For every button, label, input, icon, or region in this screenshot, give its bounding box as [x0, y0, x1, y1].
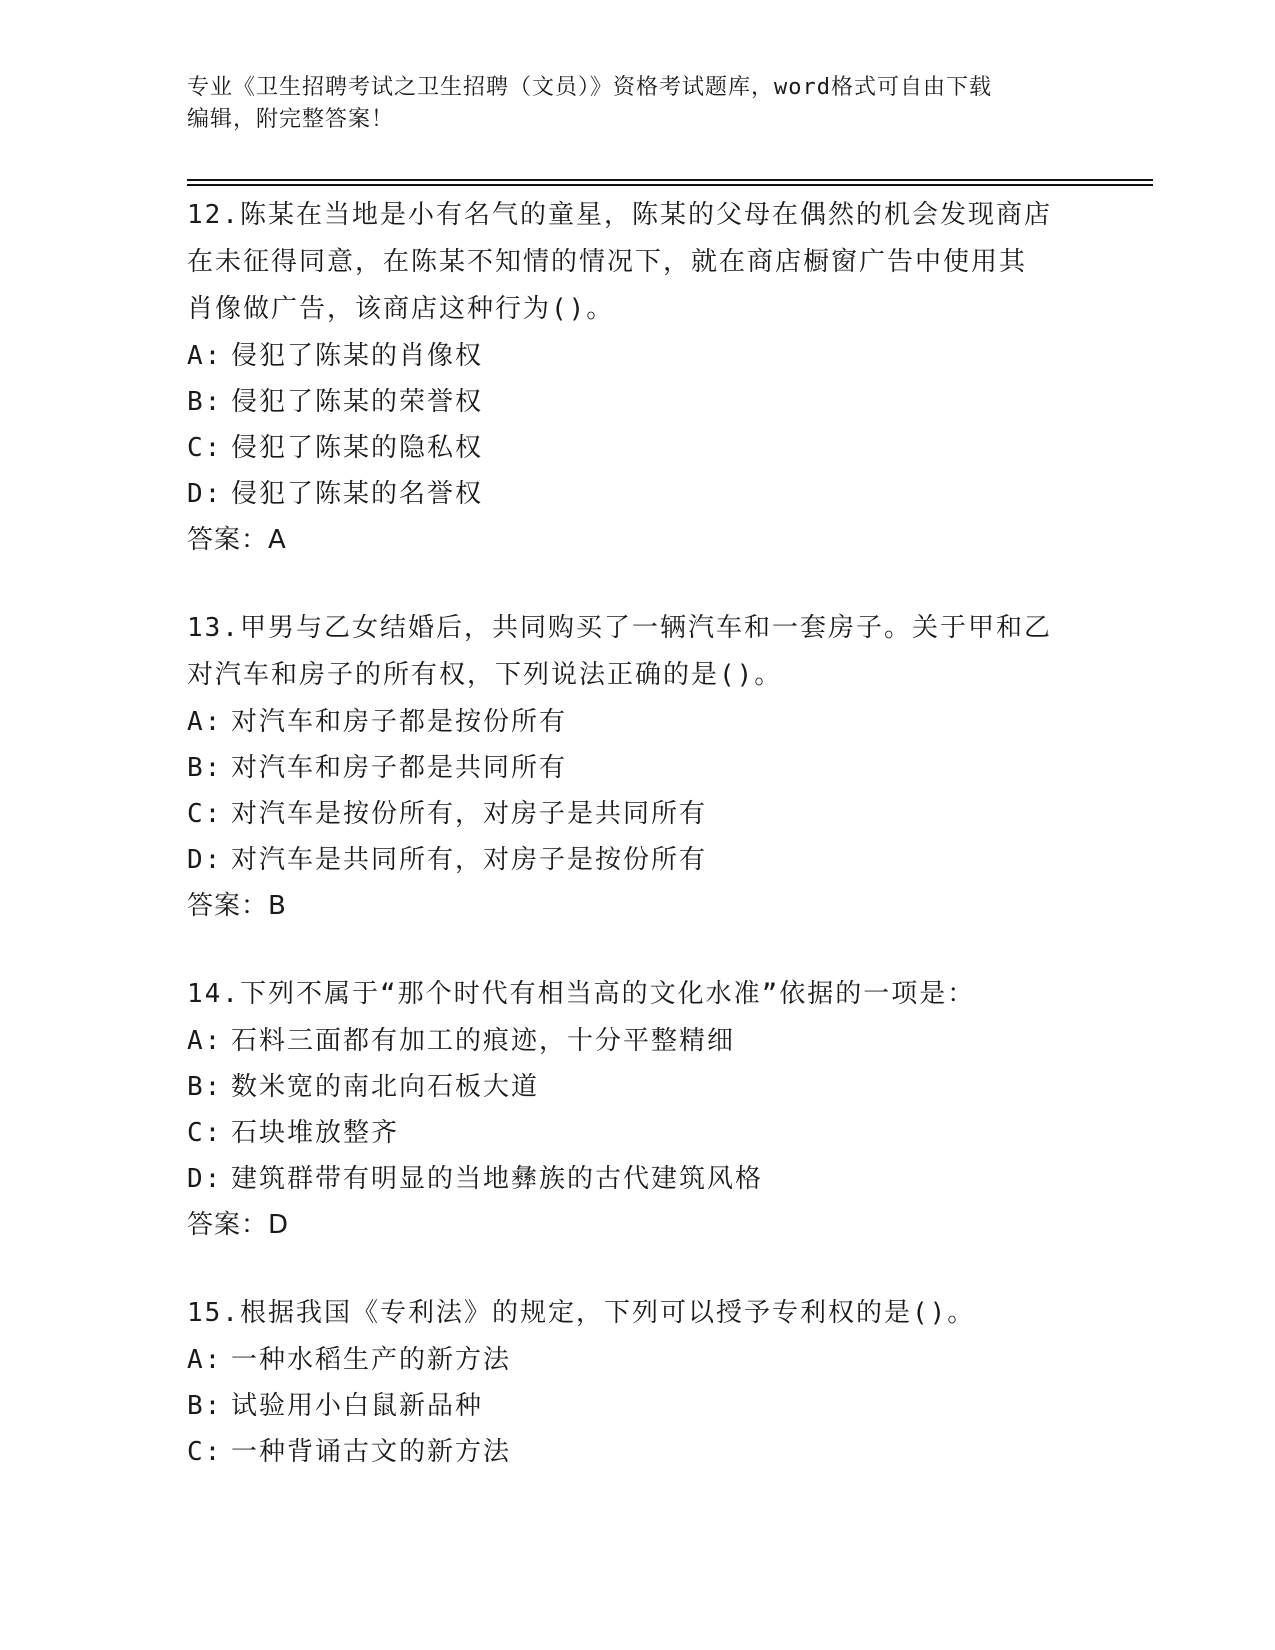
option-letter: A: — [187, 1026, 223, 1056]
option-letter: B: — [187, 1391, 223, 1421]
option-c — [187, 1429, 1087, 1475]
stem-line: 14.下列不属于“那个时代有相当高的文化水准”依据的一项是： — [187, 979, 976, 1009]
question-stem — [187, 605, 1087, 699]
header-line: 专业《卫生招聘考试之卫生招聘（文员）》资格考试题库，word格式可自由下载 — [187, 75, 992, 100]
option-letter: C: — [187, 799, 223, 829]
option-letter: D: — [187, 845, 223, 875]
option-b — [187, 745, 1087, 791]
question-13 — [187, 605, 1087, 929]
option-text: 石料三面都有加工的痕迹，十分平整精细 — [231, 1026, 736, 1056]
option-letter: A: — [187, 1345, 223, 1375]
answer-label: 答案：B — [187, 891, 287, 921]
option-letter: B: — [187, 387, 223, 417]
option-list — [187, 699, 1087, 883]
option-letter: D: — [187, 479, 223, 509]
question-stem — [187, 192, 1087, 333]
option-text: 侵犯了陈某的肖像权 — [231, 341, 484, 371]
option-b — [187, 1383, 1087, 1429]
answer-label: 答案：D — [187, 1210, 290, 1240]
stem-line: 13.甲男与乙女结婚后，共同购买了一辆汽车和一套房子。关于甲和乙 — [187, 613, 1052, 643]
answer-label: 答案：A — [187, 525, 287, 555]
option-text: 建筑群带有明显的当地彝族的古代建筑风格 — [231, 1164, 764, 1194]
option-a — [187, 1018, 1087, 1064]
option-letter: A: — [187, 341, 223, 371]
stem-line: 12.陈某在当地是小有名气的童星，陈某的父母在偶然的机会发现商店 — [187, 200, 1052, 230]
header-line: 编辑，附完整答案！ — [187, 107, 395, 132]
option-text: 一种水稻生产的新方法 — [231, 1345, 512, 1375]
stem-line: 在未征得同意，在陈某不知情的情况下，就在商店橱窗广告中使用其 — [187, 247, 1028, 277]
question-list — [187, 192, 1087, 1517]
question-stem — [187, 971, 1087, 1018]
option-c — [187, 1110, 1087, 1156]
question-14 — [187, 971, 1087, 1248]
option-c — [187, 791, 1087, 837]
option-d — [187, 471, 1087, 517]
stem-line: 肖像做广告，该商店这种行为()。 — [187, 294, 615, 324]
option-text: 侵犯了陈某的荣誉权 — [231, 387, 484, 417]
option-c — [187, 425, 1087, 471]
option-a — [187, 1337, 1087, 1383]
option-letter: D: — [187, 1164, 223, 1194]
option-text: 一种背诵古文的新方法 — [231, 1437, 512, 1467]
question-12 — [187, 192, 1087, 563]
option-text: 侵犯了陈某的隐私权 — [231, 433, 484, 463]
option-letter: B: — [187, 1072, 223, 1102]
option-text: 石块堆放整齐 — [231, 1118, 400, 1148]
header-divider-top — [187, 179, 1153, 181]
stem-line: 对汽车和房子的所有权，下列说法正确的是()。 — [187, 660, 783, 690]
option-list — [187, 333, 1087, 517]
option-text: 侵犯了陈某的名誉权 — [231, 479, 484, 509]
option-b — [187, 379, 1087, 425]
option-text: 试验用小白鼠新品种 — [231, 1391, 484, 1421]
option-b — [187, 1064, 1087, 1110]
option-letter: C: — [187, 1118, 223, 1148]
option-a — [187, 699, 1087, 745]
document-header — [187, 72, 1087, 136]
option-list — [187, 1337, 1087, 1475]
option-letter: B: — [187, 753, 223, 783]
option-text: 对汽车是共同所有，对房子是按份所有 — [231, 845, 708, 875]
option-text: 对汽车和房子都是共同所有 — [231, 753, 568, 783]
header-divider-bottom — [187, 184, 1153, 186]
option-list — [187, 1018, 1087, 1202]
stem-line: 15.根据我国《专利法》的规定，下列可以授予专利权的是()。 — [187, 1298, 976, 1328]
option-text: 对汽车和房子都是按份所有 — [231, 707, 568, 737]
option-d — [187, 1156, 1087, 1202]
question-15 — [187, 1290, 1087, 1475]
option-letter: C: — [187, 433, 223, 463]
option-text: 对汽车是按份所有，对房子是共同所有 — [231, 799, 708, 829]
option-letter: C: — [187, 1437, 223, 1467]
option-a — [187, 333, 1087, 379]
question-stem — [187, 1290, 1087, 1337]
option-text: 数米宽的南北向石板大道 — [231, 1072, 540, 1102]
option-d — [187, 837, 1087, 883]
option-letter: A: — [187, 707, 223, 737]
